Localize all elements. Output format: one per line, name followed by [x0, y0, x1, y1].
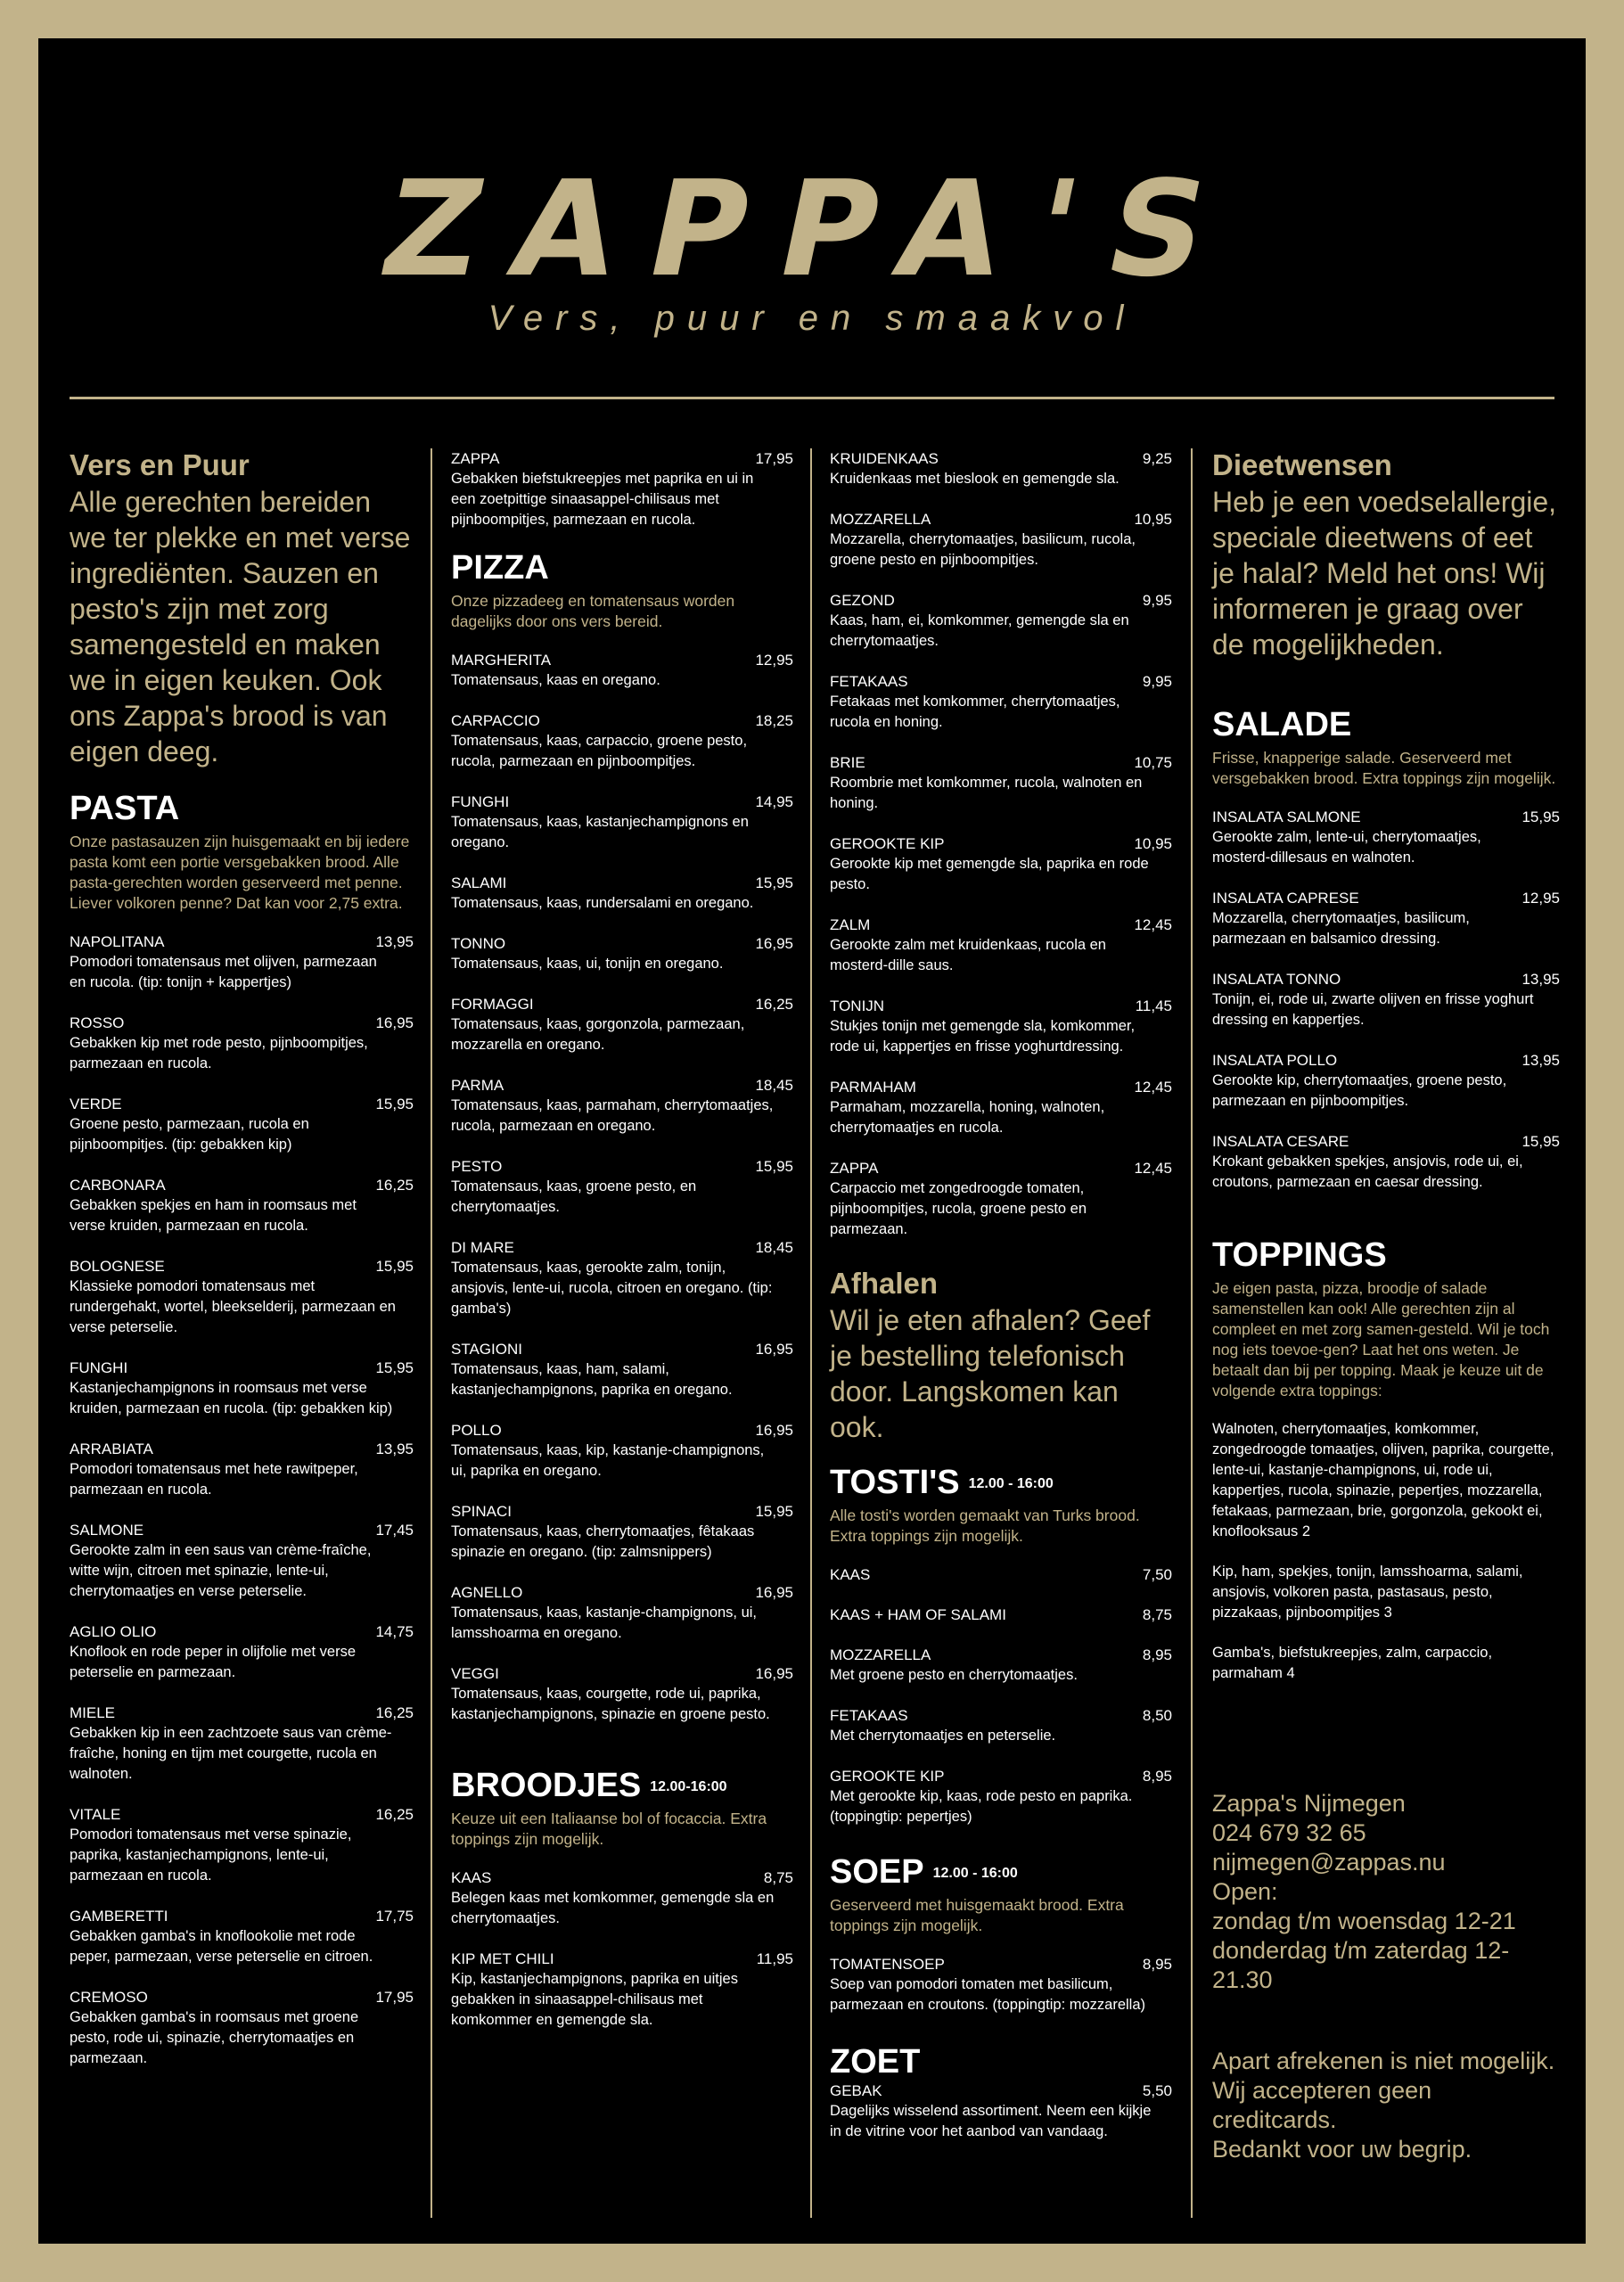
menu-item-name: INSALATA CESARE: [1212, 1132, 1349, 1150]
menu-item: [70, 1175, 414, 1236]
section-desc-soep: Geserveerd met huisgemaakt brood. Extra toppings zijn mogelijk.: [830, 1895, 1124, 1934]
tostis-list: [830, 1564, 1172, 1827]
menu-item-description: Soep van pomodori tomaten met basilicum, parmezaan en croutons. (toppingtip: mozzarella): [830, 1975, 1146, 2013]
menu-item-name: KAAS: [830, 1565, 871, 1583]
restaurant-logo: ZAPPA'S: [368, 152, 1256, 306]
notice-line: Apart afrekenen is niet mogelijk.: [1212, 2047, 1555, 2074]
menu-item: [451, 650, 793, 691]
menu-item-name: ZALM: [830, 916, 871, 933]
menu-item-description: Dagelijks wisselend assortiment. Neem een kijkje in de vitrine voor het aanbod van vandaag.: [830, 2103, 1152, 2140]
menu-item-description: Kruidenkaas met bieslook en gemengde sla.: [830, 471, 1120, 487]
menu-item-name: FETAKAAS: [830, 1706, 908, 1724]
menu-item-description: Tomatensaus, kaas, cherrytomaatjes, fêtakaas spinazie en oregano. (tip: zalmsnippers): [451, 1523, 755, 1560]
menu-item-description: Mozzarella, cherrytomaatjes, basilicum, rucola, groene pesto en pijnboompitjes.: [830, 531, 1136, 568]
menu-item-name: VEGGI: [451, 1664, 499, 1682]
soep-time: 12.00 - 16:00: [932, 1865, 1018, 1881]
menu-item-name: SALAMI: [451, 874, 507, 891]
menu-item-name: AGLIO OLIO: [70, 1622, 157, 1640]
menu-item-price: 8,95: [1142, 1767, 1172, 1785]
menu-item-price: 12,95: [1521, 889, 1560, 907]
broodjes-continued-list: [451, 448, 793, 530]
menu-item-price: 15,95: [1521, 1132, 1560, 1150]
menu-item-price: 15,95: [375, 1359, 414, 1376]
menu-item-price: 7,50: [1142, 1565, 1172, 1583]
menu-item-description: Gebakken biefstukreepjes met paprika en ui in een zoetpittige sinaasappel-chilisaus met pijnboompitjes, parmezaan en rucola.: [451, 471, 754, 528]
menu-item-name: MOZZARELLA: [830, 1646, 931, 1663]
menu-item-name: FUNGHI: [451, 792, 510, 810]
menu-item-name: ROSSO: [70, 1014, 125, 1031]
menu-item-name: GEZOND: [830, 592, 895, 609]
menu-item-name: VERDE: [70, 1095, 122, 1112]
menu-item: [70, 932, 414, 993]
section-title-broodjes: [451, 1768, 793, 1805]
section-desc-salade: Frisse, knapperige salade. Geserveerd met versgebakken brood. Extra toppings zijn mogelijk.: [1212, 748, 1556, 787]
menu-item: [830, 1766, 1172, 1827]
section-desc-broodjes: Keuze uit een Italiaanse bol of focaccia. Extra toppings zijn mogelijk.: [451, 1809, 767, 1848]
menu-item: [451, 1867, 793, 1929]
menu-item-name: VITALE: [70, 1805, 121, 1823]
menu-item: [451, 1237, 793, 1319]
menu-item-description: Kastanjechampignons in roomsaus met verse kruiden, parmezaan en rucola. (tip: gebakken kip): [70, 1379, 393, 1416]
menu-item-name: FETAKAAS: [830, 673, 908, 690]
menu-item-price: 15,95: [755, 874, 793, 891]
toppings-group: Gamba's, biefstukreepjes, zalm, carpaccio, parmaham 4: [1212, 1644, 1493, 1681]
menu-item-price: 8,75: [1142, 1605, 1172, 1623]
menu-item-description: Groene pesto, parmezaan, rucola en pijnboompitjes. (tip: gebakken kip): [70, 1115, 309, 1153]
menu-item-description: Tomatensaus, kaas, groene pesto, en cherrytomaatjes.: [451, 1178, 697, 1215]
menu-item-name: KIP MET CHILI: [451, 1950, 554, 1967]
menu-item-price: 10,95: [1134, 511, 1172, 528]
column-divider: [1191, 448, 1193, 2218]
section-desc-pizza: Onze pizzadeeg en tomatensaus worden dagelijks door ons vers bereid.: [451, 591, 735, 630]
pasta-list: [70, 932, 414, 2069]
menu-item: [830, 448, 1172, 489]
menu-item-price: 5,50: [1142, 2082, 1172, 2100]
menu-item-description: Gebakken gamba's in knoflookolie met rode peper, parmezaan, verse peterselie en citroen.: [70, 1927, 373, 1965]
menu-item-description: Gebakken kip in een zachtzoete saus van crème-fraîche, honing en tijm met courgette, rucola en walnoten.: [70, 1724, 392, 1782]
menu-item: [70, 1013, 414, 1074]
menu-item-description: Gebakken kip met rode pesto, pijnboompitjes, parmezaan en rucola.: [70, 1034, 368, 1071]
header-divider: [70, 397, 1554, 399]
menu-item-price: 8,75: [763, 1868, 793, 1886]
menu-item-name: FORMAGGI: [451, 995, 534, 1013]
menu-item-name: MARGHERITA: [451, 651, 552, 669]
menu-item: [70, 1358, 414, 1419]
menu-item-name: POLLO: [451, 1421, 502, 1439]
menu-item-price: 16,95: [755, 1664, 793, 1682]
menu-item-price: 12,45: [1134, 916, 1172, 933]
menu-item-price: 10,75: [1134, 754, 1172, 771]
menu-item-price: 10,95: [1134, 835, 1172, 852]
menu-item: [70, 1906, 414, 1967]
menu-item-description: Gerookte kip, cherrytomaatjes, groene pesto, parmezaan en pijnboompitjes.: [1212, 1071, 1507, 1109]
contact-line: Open:: [1212, 1877, 1278, 1905]
menu-item-description: Pomodori tomatensaus met verse spinazie, paprika, kastanjechampignons, lente-ui, parmezaan en rucola.: [70, 1826, 352, 1884]
menu-item-description: Tonijn, ei, rode ui, zwarte olijven en frisse yoghurt dressing en kappertjes.: [1212, 990, 1534, 1028]
menu-item-description: Stukjes tonijn met gemengde sla, komkommer, rode ui, kappertjes en frisse yoghurtdressing.: [830, 1018, 1136, 1055]
menu-item: [830, 1605, 1172, 1625]
menu-item: [70, 1439, 414, 1500]
menu-item-name: CREMOSO: [70, 1988, 148, 2006]
menu-item: [451, 933, 793, 974]
tostis-time: 12.00 - 16:00: [968, 1476, 1054, 1492]
menu-item-description: Tomatensaus, kaas, parmaham, cherrytomaatjes, rucola, parmezaan en oregano.: [451, 1096, 774, 1134]
menu-item-price: 16,25: [375, 1703, 414, 1721]
menu-item-price: 17,45: [375, 1521, 414, 1539]
section-title-zoet: ZOET: [830, 2042, 921, 2081]
menu-item: [70, 1094, 414, 1155]
menu-item-price: 15,95: [755, 1157, 793, 1175]
menu-item-price: 9,95: [1142, 673, 1172, 690]
afhalen-title: Afhalen: [830, 1267, 939, 1300]
menu-item-name: GEBAK: [830, 2082, 882, 2100]
menu-item: [451, 1420, 793, 1482]
menu-item: [451, 873, 793, 914]
contact-line: nijmegen@zappas.nu: [1212, 1848, 1446, 1876]
intro-text: Alle gerechten bereiden we ter plekke en met verse ingrediënten. Sauzen en pesto's zijn met zorg samengesteld en maken we in eigen keuken. Ook ons Zappa's brood is van eigen deeg.: [70, 485, 411, 768]
menu-item-name: GEROOKTE KIP: [830, 1767, 945, 1785]
menu-item: [451, 710, 793, 772]
menu-item-price: 15,95: [755, 1502, 793, 1520]
menu-item-description: Gerookte kip met gemengde sla, paprika en rode pesto.: [830, 856, 1149, 892]
soep-title-text: SOEP: [830, 1852, 924, 1891]
menu-item-name: GEROOKTE KIP: [830, 835, 945, 852]
tostis-title-text: TOSTI'S: [830, 1463, 960, 1501]
menu-item-name: KAAS + HAM OF SALAMI: [830, 1605, 1006, 1623]
menu-item: [830, 1645, 1172, 1686]
menu-item-description: Kip, kastanjechampignons, paprika en uitjes gebakken in sinaasappel-chilisaus met komkommer en gemengde sla.: [451, 1970, 738, 2028]
menu-item-description: Tomatensaus, kaas, carpaccio, groene pesto, rucola, parmezaan en pijnboompitjes.: [451, 732, 748, 769]
menu-item-price: 11,95: [756, 1950, 793, 1967]
menu-item-description: Knoflook en rode peper in olijfolie met verse peterselie en parmezaan.: [70, 1643, 357, 1680]
menu-item-price: 18,25: [755, 711, 793, 729]
menu-item-description: Gebakken gamba's in roomsaus met groene pesto, rode ui, spinazie, cherrytomaatjes en parmezaan.: [70, 2008, 359, 2066]
menu-item: [451, 1663, 793, 1725]
menu-item: [1212, 888, 1560, 949]
column-divider: [810, 448, 812, 2218]
menu-board: [38, 38, 1586, 2244]
contact-line: donderdag t/m zaterdag 12-21.30: [1212, 1936, 1510, 1993]
menu-item-price: 16,25: [375, 1805, 414, 1823]
menu-item-price: 8,50: [1142, 1706, 1172, 1724]
menu-item-name: INSALATA CAPRESE: [1212, 889, 1359, 907]
menu-item: [1212, 969, 1560, 1030]
menu-item-description: Fetakaas met komkommer, cherrytomaatjes, rucola en honing.: [830, 694, 1120, 730]
menu-item-name: ZAPPA: [830, 1160, 879, 1177]
menu-item: [70, 1804, 414, 1886]
menu-item-description: Belegen kaas met komkommer, gemengde sla en cherrytomaatjes.: [451, 1889, 775, 1926]
section-title-pasta: PASTA: [70, 789, 180, 827]
menu-item-name: CARPACCIO: [451, 711, 540, 729]
menu-item-price: 13,95: [1521, 970, 1560, 988]
menu-item-price: 18,45: [755, 1238, 793, 1256]
menu-item-description: Pomodori tomatensaus met olijven, parmezaan en rucola. (tip: tonijn + kappertjes): [70, 953, 377, 990]
menu-item-description: Krokant gebakken spekjes, ansjovis, rode ui, ei, croutons, parmezaan en caesar dressing.: [1212, 1153, 1523, 1190]
menu-item: [451, 1339, 793, 1400]
menu-item-price: 17,95: [755, 450, 793, 467]
menu-item: [830, 1954, 1172, 2015]
menu-item: [830, 1564, 1172, 1585]
menu-item-price: 16,95: [755, 934, 793, 952]
zoet-list: [830, 2081, 1172, 2142]
menu-item-description: Tomatensaus, kaas, kastanjechampignons en oregano.: [451, 813, 749, 850]
menu-item-name: KAAS: [451, 1868, 492, 1886]
menu-item: [451, 1949, 793, 2031]
broodjes-time: 12.00-16:00: [650, 1778, 727, 1794]
menu-item-description: Gebakken spekjes en ham in roomsaus met verse kruiden, parmezaan en rucola.: [70, 1196, 357, 1234]
menu-item-description: Tomatensaus, kaas, kastanje-champignons, ui, lamsshoarma en oregano.: [451, 1604, 758, 1641]
menu-item-price: 17,75: [375, 1907, 414, 1925]
menu-item: [451, 448, 793, 530]
broodjes-continued-list-2: [830, 448, 1172, 1240]
menu-item-description: Tomatensaus, kaas, gerookte zalm, tonijn, ansjovis, lente-ui, rucola, citroen en oregano. (tip: gamba's): [451, 1259, 773, 1317]
menu-item-name: NAPOLITANA: [70, 932, 165, 950]
menu-item-name: PESTO: [451, 1157, 503, 1175]
tagline: Vers, puur en smaakvol: [488, 299, 1136, 338]
dieet-text: Heb je een voedselallergie, speciale dieetwens of eet je halal? Meld het ons! Wij informeren je graag over de mogelijkheden.: [1212, 485, 1557, 661]
toppings-group: Kip, ham, spekjes, tonijn, lamsshoarma, salami, ansjovis, volkoren pasta, pastasaus, pesto, pizzakaas, pijnboompitjes 3: [1212, 1563, 1523, 1621]
menu-item-price: 16,95: [755, 1583, 793, 1601]
menu-item: [830, 1705, 1172, 1746]
menu-item: [830, 590, 1172, 652]
menu-item: [1212, 807, 1560, 868]
menu-item-name: TONNO: [451, 934, 506, 952]
menu-item-price: 8,95: [1142, 1955, 1172, 1973]
section-title-tostis: [830, 1465, 1172, 1502]
menu-item: [830, 1158, 1172, 1240]
menu-item-description: Tomatensaus, kaas, ui, tonijn en oregano.: [451, 955, 724, 972]
menu-item-price: 11,45: [1135, 997, 1172, 1014]
menu-item-price: 16,25: [375, 1176, 414, 1194]
menu-item-name: CARBONARA: [70, 1176, 166, 1194]
menu-item: [70, 1621, 414, 1683]
menu-item-name: ARRABIATA: [70, 1440, 153, 1457]
menu-item: [70, 1520, 414, 1602]
section-desc-tostis: Alle tosti's worden gemaakt van Turks brood. Extra toppings zijn mogelijk.: [830, 1506, 1140, 1545]
menu-item-price: 8,95: [1142, 1646, 1172, 1663]
column-divider: [431, 448, 432, 2218]
payment-notice: [1212, 2047, 1560, 2164]
column-1: [70, 448, 414, 2089]
menu-item: [830, 752, 1172, 814]
menu-item-price: 12,45: [1134, 1160, 1172, 1177]
section-desc-pasta: Onze pastasauzen zijn huisgemaakt en bij iedere pasta komt een portie versgebakken brood. Alle pasta-gerechten worden geserveerd met penne. Liever volkoren penne? Dat kan voor 2,75 extra.: [70, 832, 410, 912]
menu-item-price: 12,45: [1134, 1079, 1172, 1096]
menu-item-name: MOZZARELLA: [830, 511, 931, 528]
section-title-salade: SALADE: [1212, 705, 1352, 743]
menu-item-description: Met groene pesto en cherrytomaatjes.: [830, 1666, 1078, 1683]
menu-item: [830, 671, 1172, 733]
soep-list: [830, 1954, 1172, 2015]
menu-item: [70, 1703, 414, 1785]
contact-info: [1212, 1789, 1560, 1995]
menu-item-price: 16,95: [375, 1014, 414, 1031]
menu-item-price: 18,45: [755, 1076, 793, 1094]
menu-item: [451, 1582, 793, 1644]
menu-item-name: PARMAHAM: [830, 1079, 916, 1096]
menu-item-name: SALMONE: [70, 1521, 144, 1539]
menu-item-price: 15,95: [375, 1257, 414, 1275]
menu-item-description: Parmaham, mozzarella, honing, walnoten, cherrytomaatjes en rucola.: [830, 1099, 1105, 1136]
menu-item-description: Roombrie met komkommer, rucola, walnoten en honing.: [830, 775, 1143, 811]
menu-item: [451, 1156, 793, 1218]
menu-item: [830, 996, 1172, 1057]
menu-item-name: BOLOGNESE: [70, 1257, 165, 1275]
salade-list: [1212, 807, 1560, 1193]
column-2: [451, 448, 793, 2050]
menu-item-name: INSALATA SALMONE: [1212, 808, 1361, 825]
menu-item-description: Klassieke pomodori tomatensaus met rundergehakt, wortel, bleekselderij, parmezaan en verse peterselie.: [70, 1277, 396, 1335]
afhalen-text: Wil je eten afhalen? Geef je bestelling telefonisch door. Langskomen kan ook.: [830, 1303, 1151, 1443]
menu-item: [830, 915, 1172, 976]
menu-item-price: 17,95: [375, 1988, 414, 2006]
menu-item-description: Carpaccio met zongedroogde tomaten, pijnboompitjes, rucola, groene pesto en parmezaan.: [830, 1180, 1087, 1237]
menu-item-name: MIELE: [70, 1703, 116, 1721]
menu-item-description: Pomodori tomatensaus met hete rawitpeper, parmezaan en rucola.: [70, 1460, 358, 1498]
menu-item: [830, 509, 1172, 570]
menu-item-description: Met gerookte kip, kaas, rode pesto en paprika. (toppingtip: pepertjes): [830, 1787, 1133, 1825]
menu-item-name: INSALATA POLLO: [1212, 1051, 1338, 1069]
menu-item-name: TOMATENSOEP: [830, 1955, 945, 1973]
menu-item-name: FUNGHI: [70, 1359, 128, 1376]
menu-item-description: Gerookte zalm in een saus van crème-fraîche, witte wijn, citroen met spinazie, lente-ui, cherrytomaatjes en verse peterselie.: [70, 1541, 372, 1599]
menu-item: [70, 1987, 414, 2069]
menu-item-description: Tomatensaus, kaas, kip, kastanje-champignons, ui, paprika en oregano.: [451, 1441, 765, 1479]
menu-item: [451, 1501, 793, 1563]
section-title-toppings: TOPPINGS: [1212, 1235, 1387, 1274]
menu-item-price: 9,95: [1142, 592, 1172, 609]
menu-item-name: STAGIONI: [451, 1340, 522, 1358]
menu-item: [830, 2081, 1172, 2142]
menu-item-description: Met cherrytomaatjes en peterselie.: [830, 1727, 1056, 1744]
menu-item-name: GAMBERETTI: [70, 1907, 168, 1925]
intro-title: Vers en Puur: [70, 448, 250, 481]
menu-item: [451, 1075, 793, 1137]
menu-item-description: Mozzarella, cherrytomaatjes, basilicum, parmezaan en balsamico dressing.: [1212, 909, 1470, 947]
contact-line: 024 679 32 65: [1212, 1818, 1366, 1846]
menu-item-name: ZAPPA: [451, 450, 500, 467]
column-4: [1212, 448, 1560, 2164]
menu-item: [1212, 1050, 1560, 1112]
menu-item-name: DI MARE: [451, 1238, 514, 1256]
menu-item: [70, 1256, 414, 1338]
section-title-pizza: PIZZA: [451, 549, 549, 587]
menu-item-price: 14,95: [755, 792, 793, 810]
menu-item-price: 9,25: [1142, 450, 1172, 467]
menu-item-price: 12,95: [755, 651, 793, 669]
menu-item-name: INSALATA TONNO: [1212, 970, 1341, 988]
menu-item-price: 15,95: [1521, 808, 1560, 825]
menu-item-description: Tomatensaus, kaas, gorgonzola, parmezaan, mozzarella en oregano.: [451, 1015, 745, 1053]
menu-item: [451, 994, 793, 1055]
dieet-title: Dieetwensen: [1212, 448, 1392, 481]
menu-item-price: 16,95: [755, 1421, 793, 1439]
menu-item-description: Kaas, ham, ei, komkommer, gemengde sla en cherrytomaatjes.: [830, 612, 1129, 649]
pizza-list: [451, 650, 793, 1725]
section-desc-toppings: Je eigen pasta, pizza, broodje of salade samenstellen kan ook! Alle gerechten zijn al compleet en met zorg samen-gesteld. Wil je toch nog iets toevoe-gen? Laat het ons weten. Je betaalt dan bij per topping. Maak je keuze uit de volgende extra toppings:: [1212, 1278, 1550, 1400]
toppings-group: Walnoten, cherrytomaatjes, komkommer, zongedroogde tomaatjes, olijven, paprika, courgette, lente-ui, kastanje-champignons, ui, rode ui, kappertjes, rucola, spinazie, pepertjes, mozzarella, fetakaas, parmezaan, brie, gorgonzola, gekookt ei, knoflooksaus 2: [1212, 1420, 1554, 1539]
menu-item-name: KRUIDENKAAS: [830, 450, 939, 467]
menu-item-description: Gerookte zalm, lente-ui, cherrytomaatjes, mosterd-dillesaus en walnoten.: [1212, 828, 1481, 866]
menu-item-price: 16,95: [755, 1340, 793, 1358]
section-title-soep: [830, 1854, 1172, 1892]
menu-item-description: Tomatensaus, kaas, courgette, rode ui, paprika, kastanjechampignons, spinazie en groene pesto.: [451, 1685, 770, 1722]
menu-item-description: Tomatensaus, kaas, ham, salami, kastanjechampignons, paprika en oregano.: [451, 1360, 733, 1398]
menu-item-price: 16,25: [755, 995, 793, 1013]
contact-line: Zappa's Nijmegen: [1212, 1789, 1406, 1817]
menu-item-name: BRIE: [830, 754, 865, 771]
menu-item: [451, 792, 793, 853]
menu-item: [830, 1077, 1172, 1138]
column-3: [830, 448, 1172, 2162]
menu-item-price: 13,95: [375, 1440, 414, 1457]
menu-item: [1212, 1131, 1560, 1193]
menu-item-price: 13,95: [375, 932, 414, 950]
contact-line: zondag t/m woensdag 12-21: [1212, 1907, 1516, 1934]
menu-item-name: TONIJN: [830, 997, 885, 1014]
notice-line: Bedankt voor uw begrip.: [1212, 2135, 1472, 2163]
broodjes-list: [451, 1867, 793, 2031]
menu-item-price: 13,95: [1521, 1051, 1560, 1069]
menu-item-description: Tomatensaus, kaas en oregano.: [451, 671, 660, 688]
menu-item: [830, 833, 1172, 895]
menu-item-name: AGNELLO: [451, 1583, 523, 1601]
menu-item-price: 15,95: [375, 1095, 414, 1112]
notice-line: Wij accepteren geen creditcards.: [1212, 2076, 1432, 2133]
menu-item-description: Tomatensaus, kaas, rundersalami en oregano.: [451, 894, 754, 911]
menu-item-price: 14,75: [375, 1622, 414, 1640]
menu-item-name: SPINACI: [451, 1502, 513, 1520]
broodjes-title-text: BROODJES: [451, 1766, 642, 1804]
menu-item-description: Gerookte zalm met kruidenkaas, rucola en mosterd-dille saus.: [830, 937, 1106, 973]
menu-item-name: PARMA: [451, 1076, 504, 1094]
